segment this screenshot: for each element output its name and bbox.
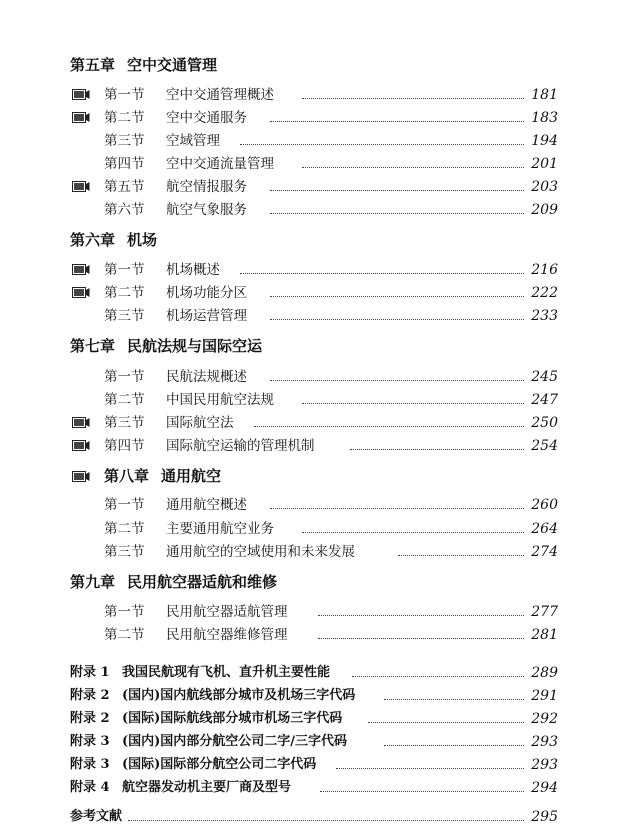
section-number: 第一节 — [104, 497, 145, 513]
section-title: 通用航空概述 — [166, 497, 247, 513]
page-number: 292 — [531, 711, 558, 727]
section-title: 航空气象服务 — [166, 202, 247, 218]
page-number: 289 — [531, 665, 558, 681]
section-title: 通用航空的空域使用和未来发展 — [166, 544, 355, 560]
dot-leader — [302, 403, 524, 404]
section-number: 第三节 — [104, 308, 145, 324]
dot-leader — [318, 615, 524, 616]
chapter-8-heading — [104, 465, 221, 487]
toc-entry-9-1[interactable] — [0, 601, 630, 623]
toc-entry-7-3[interactable] — [0, 412, 630, 434]
toc-entry-5-3[interactable] — [0, 130, 630, 152]
appendix-entry-1[interactable] — [0, 662, 630, 684]
appendix-title: (国际)国际航线部分城市机场三字代码 — [122, 711, 343, 726]
section-title: 中国民用航空法规 — [166, 392, 274, 408]
toc-entry-6-1[interactable] — [0, 259, 630, 281]
references-label: 参考文献 — [70, 809, 123, 824]
section-title: 航空情报服务 — [166, 179, 247, 195]
page-number: 277 — [531, 604, 558, 620]
section-number: 第三节 — [104, 544, 145, 560]
section-title: 空中交通管理概述 — [166, 87, 274, 103]
section-title: 机场功能分区 — [166, 285, 247, 301]
page-number: 264 — [531, 521, 558, 537]
section-title: 主要通用航空业务 — [166, 521, 274, 537]
page-number: 247 — [531, 392, 558, 408]
chapter-7-label: 第七章 — [70, 337, 116, 355]
toc-entry-7-4[interactable] — [0, 435, 630, 457]
video-icon[interactable] — [72, 264, 90, 275]
section-number: 第六节 — [104, 202, 145, 218]
section-title: 空中交通流量管理 — [166, 156, 274, 172]
page-number: 254 — [531, 438, 558, 454]
appendix-entry-4[interactable] — [0, 731, 630, 753]
section-number: 第一节 — [104, 262, 145, 278]
chapter-6-label: 第六章 — [70, 231, 116, 249]
section-number: 第五节 — [104, 179, 145, 195]
dot-leader — [384, 699, 524, 700]
section-number: 第二节 — [104, 110, 145, 126]
dot-leader — [368, 722, 524, 723]
toc-entry-9-2[interactable] — [0, 624, 630, 646]
section-title: 空域管理 — [166, 133, 220, 149]
section-number: 第一节 — [104, 369, 145, 385]
section-number: 第一节 — [104, 604, 145, 620]
appendix-label: 附录 1 — [70, 665, 110, 680]
page-number: 222 — [531, 285, 558, 301]
toc-entry-5-4[interactable] — [0, 153, 630, 175]
toc-entry-6-3[interactable] — [0, 305, 630, 327]
video-icon[interactable] — [72, 440, 90, 451]
appendix-label: 附录 4 — [70, 780, 110, 795]
chapter-8-heading-row[interactable] — [0, 465, 630, 487]
toc-entry-6-2[interactable] — [0, 282, 630, 304]
page-number: 295 — [531, 809, 558, 825]
dot-leader — [302, 98, 524, 99]
chapter-5-label: 第五章 — [70, 56, 116, 74]
dot-leader — [240, 144, 524, 145]
dot-leader — [270, 296, 524, 297]
dot-leader — [336, 768, 524, 769]
section-number: 第二节 — [104, 521, 145, 537]
dot-leader — [254, 426, 524, 427]
toc-entry-5-5[interactable] — [0, 176, 630, 198]
video-icon[interactable] — [72, 112, 90, 123]
appendix-title: (国内)国内航线部分城市及机场三字代码 — [122, 688, 356, 703]
chapter-9-heading[interactable] — [70, 571, 277, 593]
dot-leader — [302, 532, 524, 533]
dot-leader — [270, 190, 524, 191]
dot-leader — [128, 820, 524, 821]
dot-leader — [270, 121, 524, 122]
section-number: 第四节 — [104, 438, 145, 454]
video-icon[interactable] — [72, 181, 90, 192]
toc-entry-5-2[interactable] — [0, 107, 630, 129]
appendix-label: 附录 3 — [70, 734, 110, 749]
dot-leader — [318, 638, 524, 639]
appendix-title: 我国民航现有飞机、直升机主要性能 — [122, 665, 331, 680]
page-number: 281 — [531, 627, 558, 643]
dot-leader — [302, 167, 524, 168]
video-icon[interactable] — [72, 471, 90, 482]
section-title: 国际航空运输的管理机制 — [166, 438, 315, 454]
chapter-6-heading[interactable] — [70, 229, 157, 251]
section-title: 国际航空法 — [166, 415, 234, 431]
dot-leader — [350, 449, 524, 450]
chapter-6-title: 机场 — [127, 231, 158, 249]
section-number: 第三节 — [104, 133, 145, 149]
page-number: 233 — [531, 308, 558, 324]
dot-leader — [352, 676, 524, 677]
toc-entry-8-2[interactable] — [0, 518, 630, 540]
page-number: 245 — [531, 369, 558, 385]
toc-entry-8-1[interactable] — [0, 494, 630, 516]
appendix-entry-2[interactable] — [0, 685, 630, 707]
toc-entry-5-1[interactable] — [0, 84, 630, 106]
appendix-entry-5[interactable] — [0, 754, 630, 776]
toc-entry-7-2[interactable] — [0, 389, 630, 411]
page-number: 209 — [531, 202, 558, 218]
toc-entry-7-1[interactable] — [0, 366, 630, 388]
toc-entry-5-6[interactable] — [0, 199, 630, 221]
appendix-title: (国际)国际部分航空公司二字代码 — [122, 757, 317, 772]
video-icon[interactable] — [72, 89, 90, 100]
page-number: 293 — [531, 757, 558, 773]
appendix-label: 附录 3 — [70, 757, 110, 772]
chapter-5-title: 空中交通管理 — [127, 56, 218, 74]
page-number: 291 — [531, 688, 558, 704]
section-number: 第一节 — [104, 87, 145, 103]
page-number: 293 — [531, 734, 558, 750]
chapter-8-title: 通用航空 — [161, 467, 222, 485]
chapter-7-heading[interactable] — [70, 335, 262, 357]
dot-leader — [270, 380, 524, 381]
page-number: 250 — [531, 415, 558, 431]
dot-leader — [270, 319, 524, 320]
chapter-9-label: 第九章 — [70, 573, 116, 591]
page-number: 216 — [531, 262, 558, 278]
section-number: 第二节 — [104, 285, 145, 301]
page-number: 181 — [531, 87, 558, 103]
chapter-5-heading[interactable] — [70, 54, 217, 76]
references-entry[interactable] — [0, 806, 630, 828]
section-title: 机场概述 — [166, 262, 220, 278]
appendix-label: 附录 2 — [70, 688, 110, 703]
page-number: 201 — [531, 156, 558, 172]
toc-entry-8-3[interactable] — [0, 541, 630, 563]
page-number: 274 — [531, 544, 558, 560]
page-number: 203 — [531, 179, 558, 195]
section-number: 第四节 — [104, 156, 145, 172]
section-title: 空中交通服务 — [166, 110, 247, 126]
video-icon[interactable] — [72, 417, 90, 428]
section-number: 第二节 — [104, 392, 145, 408]
appendix-label: 附录 2 — [70, 711, 110, 726]
chapter-8-label: 第八章 — [104, 467, 150, 485]
section-number: 第三节 — [104, 415, 145, 431]
appendix-entry-6[interactable] — [0, 777, 630, 799]
dot-leader — [240, 273, 524, 274]
chapter-7-title: 民航法规与国际空运 — [127, 337, 263, 355]
section-title: 民航法规概述 — [166, 369, 247, 385]
video-icon[interactable] — [72, 287, 90, 298]
dot-leader — [270, 213, 524, 214]
appendix-title: (国内)国内部分航空公司二字/三字代码 — [122, 734, 348, 749]
appendix-title: 航空器发动机主要厂商及型号 — [122, 780, 292, 795]
dot-leader — [320, 791, 524, 792]
section-number: 第二节 — [104, 627, 145, 643]
section-title: 机场运营管理 — [166, 308, 247, 324]
page-number: 194 — [531, 133, 558, 149]
page-number: 294 — [531, 780, 558, 796]
dot-leader — [270, 508, 524, 509]
page-number: 260 — [531, 497, 558, 513]
chapter-9-title: 民用航空器适航和维修 — [127, 573, 278, 591]
dot-leader — [384, 745, 524, 746]
appendix-entry-3[interactable] — [0, 708, 630, 730]
page-number: 183 — [531, 110, 558, 126]
section-title: 民用航空器适航管理 — [166, 604, 288, 620]
section-title: 民用航空器维修管理 — [166, 627, 288, 643]
dot-leader — [398, 555, 524, 556]
